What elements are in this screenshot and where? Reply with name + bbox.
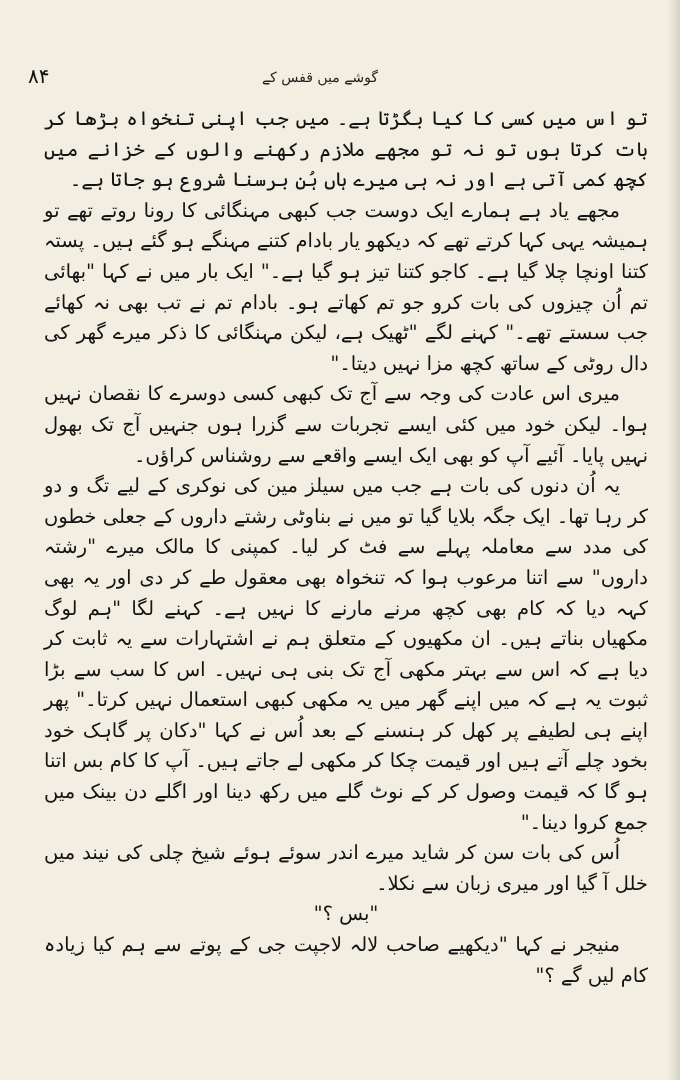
paragraph: یہ اُن دنوں کی بات ہے جب میں سیلز مین کی نوکری کے لیے تگ و دو کر رہا تھا۔ ایک جگہ بلایا گیا تو میں نے بناوٹی رشتے داروں کے جعلی خطوں کی مدد سے معاملہ پہلے سے فٹ کر لیا۔ کمپنی کا مالک میرے "رشتہ داروں" سے اتنا مرعوب ہوا کہ تنخواہ بھی معقول طے کر دی اور یہ بھی کہہ دیا کہ کام بھی کچھ مرنے مارنے کا نہیں ہے۔ کہنے لگا "ہم لوگ مکھیاں بناتے ہیں۔ ان مکھیوں کے متعلق ہم نے اشتہارات سے یہ ثابت کر دیا ہے کہ اس سے بہتر مکھی آج تک بنی ہی نہیں۔ اس کا سب سے بڑا ثبوت یہ ہے کہ میں اپنے گھر میں یہ مکھی کبھی استعمال نہیں کرتا۔" پھر اپنے ہی لطیفے پر کھل کر ہنسنے کے بعد اُس نے کہا "دکان پر گاہک خود بخود چلے آتے ہیں اور قیمت چکا کر مکھی لے جاتے ہیں۔ آپ کا کام بس اتنا ہو گا کہ قیمت وصول کر کے نوٹ گلے میں رکھ دینا اور اگلے دن بینک میں جمع کروا دینا۔"	[44, 474, 648, 834]
paragraph: مجھے یاد ہے ہمارے ایک دوست جب کبھی مہنگائی کا رونا روتے تھے تو ہمیشہ یہی کہا کرتے تھے کہ دیکھو یار بادام کتنے مہنگے ہو گئے ہیں۔ پستہ کتنا اونچا چلا گیا ہے۔ کاجو کتنا تیز ہو گیا ہے۔" ایک بار میں نے کہا "بھائی تم اُن چیزوں کی بات کرو جو تم کھاتے ہو۔ بادام تم نے تب بھی نہ کھائے جب سستے تھے۔" کہنے لگے "ٹھیک ہے، لیکن مہنگائی کا ذکر میرے گھر کی دال روٹی کے ساتھ کچھ مزا نہیں دیتا۔"	[44, 198, 649, 375]
paragraph: منیجر نے کہا "دیکھیے صاحب لالہ لاجپت جی کے پوتے سے ہم کیا زیادہ کام لیں گے ؟"	[44, 933, 648, 987]
page-number: ۸۴	[28, 64, 50, 88]
dialogue-line: "بس ؟"	[313, 902, 379, 926]
paragraph: تو اس میں کسی کا کیا بگڑتا ہے۔ میں جب اپنی تنخواہ بڑھا کر بات کرتا ہوں تو نہ تو مجھے ملازم رکھنے والوں کے خزانے میں کچھ کمی آتی ہے اور نہ ہی میرے ہاں ہُن برسنا شروع ہو جاتا ہے۔	[44, 107, 648, 192]
page-edge-shadow	[666, 0, 680, 1080]
body-text	[44, 104, 648, 991]
running-title: گوشے میں قفس کے	[261, 70, 379, 86]
paragraph: میری اس عادت کی وجہ سے آج تک کبھی کسی دوسرے کا نقصان نہیں ہوا۔ لیکن خود میں کئی ایسے تجربات سے گزرا ہوں جنہیں آج تک بھول نہیں پایا۔ آئیے آپ کو بھی ایک ایسے واقعے سے روشناس کراؤں۔	[44, 382, 648, 467]
paragraph: اُس کی بات سن کر شاید میرے اندر سوئے ہوئے شیخ چلی کی نیند میں خلل آ گیا اور میری زبان سے نکلا۔	[44, 841, 648, 895]
